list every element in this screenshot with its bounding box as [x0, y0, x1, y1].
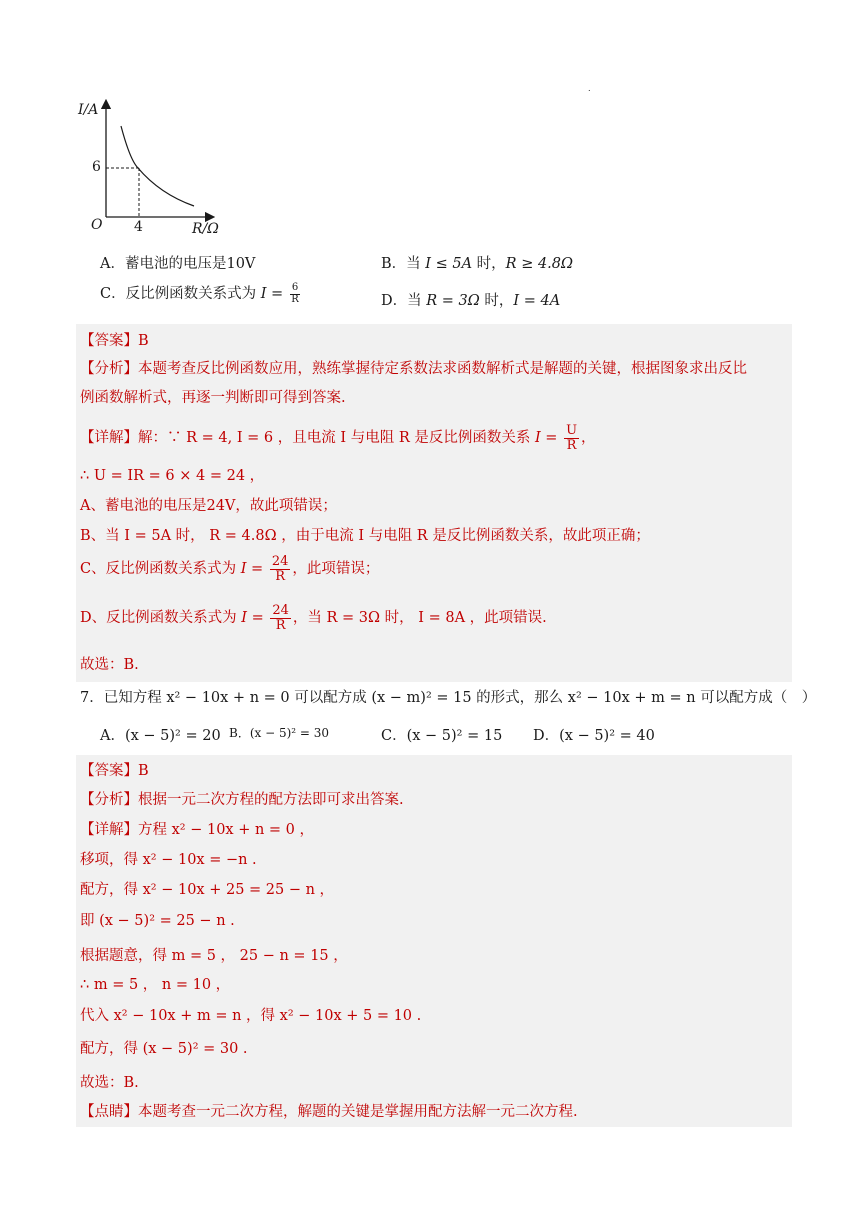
q7-solution-block [76, 755, 792, 1127]
inverse-curve [121, 126, 194, 206]
q7-detail: 【详解】方程 x² − 10x + n = 0 ， [80, 822, 315, 838]
q7-line3: 即 (x − 5)² = 25 − n . [80, 913, 235, 929]
q7-comment: 【点睛】本题考查一元二次方程，解题的关键是掌握用配方法解一元二次方程. [80, 1104, 578, 1120]
q7-line6: 代入 x² − 10x + m = n ，得 x² − 10x + 5 = 10 . [80, 1008, 422, 1024]
x-tick-label: 4 [134, 219, 143, 235]
q6-option-b: B．当 I ≤ 5A 时，R ≥ 4.8Ω [381, 256, 574, 272]
q6-step-d: D、反比例函数关系式为 I = $\frac{24}{R}$ ，当 R = 3Ω 时， I = 8A ，此项错误. [80, 603, 547, 633]
q6-step1: ∴ U = IR = 6 × 4 = 24 ， [80, 468, 265, 484]
q6-option-c: C．反比例函数关系式为 I = $\frac{6}{R}$ [100, 282, 299, 305]
q6-choose: 故选：B. [80, 657, 139, 673]
q7-answer: 【答案】B [80, 763, 149, 779]
y-axis-label: I/A [78, 102, 99, 118]
q7-option-b: B．(x − 5)² = 30 [229, 726, 330, 740]
q7-option-c: C．(x − 5)² = 15 [381, 728, 503, 744]
q6-step-c: C、反比例函数关系式为 I = $\frac{24}{R}$ ，此项错误； [80, 554, 380, 584]
q7-analysis: 【分析】根据一元二次方程的配方法即可求出答案. [80, 792, 404, 808]
y-tick-label: 6 [92, 159, 101, 175]
q6-step-a: A、蓄电池的电压是24V，故此项错误； [80, 498, 337, 514]
page-mark: . [588, 84, 591, 93]
q6-detail: 【详解】解：∵ R = 4, I = 6 ，且电流 I 与电阻 R 是反比例函数关系 I = $\frac{U}{R}$ ， [80, 423, 596, 453]
q7-option-a: A．(x − 5)² = 20 [100, 728, 221, 744]
q6-answer: 【答案】B [80, 333, 149, 349]
q6-step-b: B、当 I = 5A 时， R = 4.8Ω ，由于电流 I 与电阻 R 是反比例函数关系，故此项正确； [80, 528, 650, 544]
graph [70, 96, 230, 236]
q7-line4: 根据题意，得 m = 5 ， 25 − n = 15 ， [80, 948, 348, 964]
q6-analysis-line2: 例函数解析式，再逐一判断即可得到答案. [80, 390, 346, 406]
q7-line2: 配方，得 x² − 10x + 25 = 25 − n ， [80, 882, 335, 898]
q7-choose: 故选：B. [80, 1075, 139, 1091]
q6-option-a: A．蓄电池的电压是10V [100, 256, 256, 272]
q6-analysis-line1: 【分析】本题考查反比例函数应用，熟练掌握待定系数法求函数解析式是解题的关键，根据图象求出反比 [80, 361, 747, 377]
x-axis-label: R/Ω [192, 221, 219, 237]
q7-line7: 配方，得 (x − 5)² = 30 . [80, 1041, 248, 1057]
origin-label: O [91, 217, 103, 233]
q7-line5: ∴ m = 5 ， n = 10 ， [80, 977, 231, 993]
q6-option-d: D．当 R = 3Ω 时，I = 4A [381, 293, 561, 309]
q7-line1: 移项，得 x² − 10x = −n . [80, 852, 257, 868]
q7-stem: 7．已知方程 x² − 10x + n = 0 可以配方成 (x − m)² = 15 的形式，那么 x² − 10x + m = n 可以配方成（ ） [80, 690, 817, 706]
q7-option-d: D．(x − 5)² = 40 [533, 728, 655, 744]
